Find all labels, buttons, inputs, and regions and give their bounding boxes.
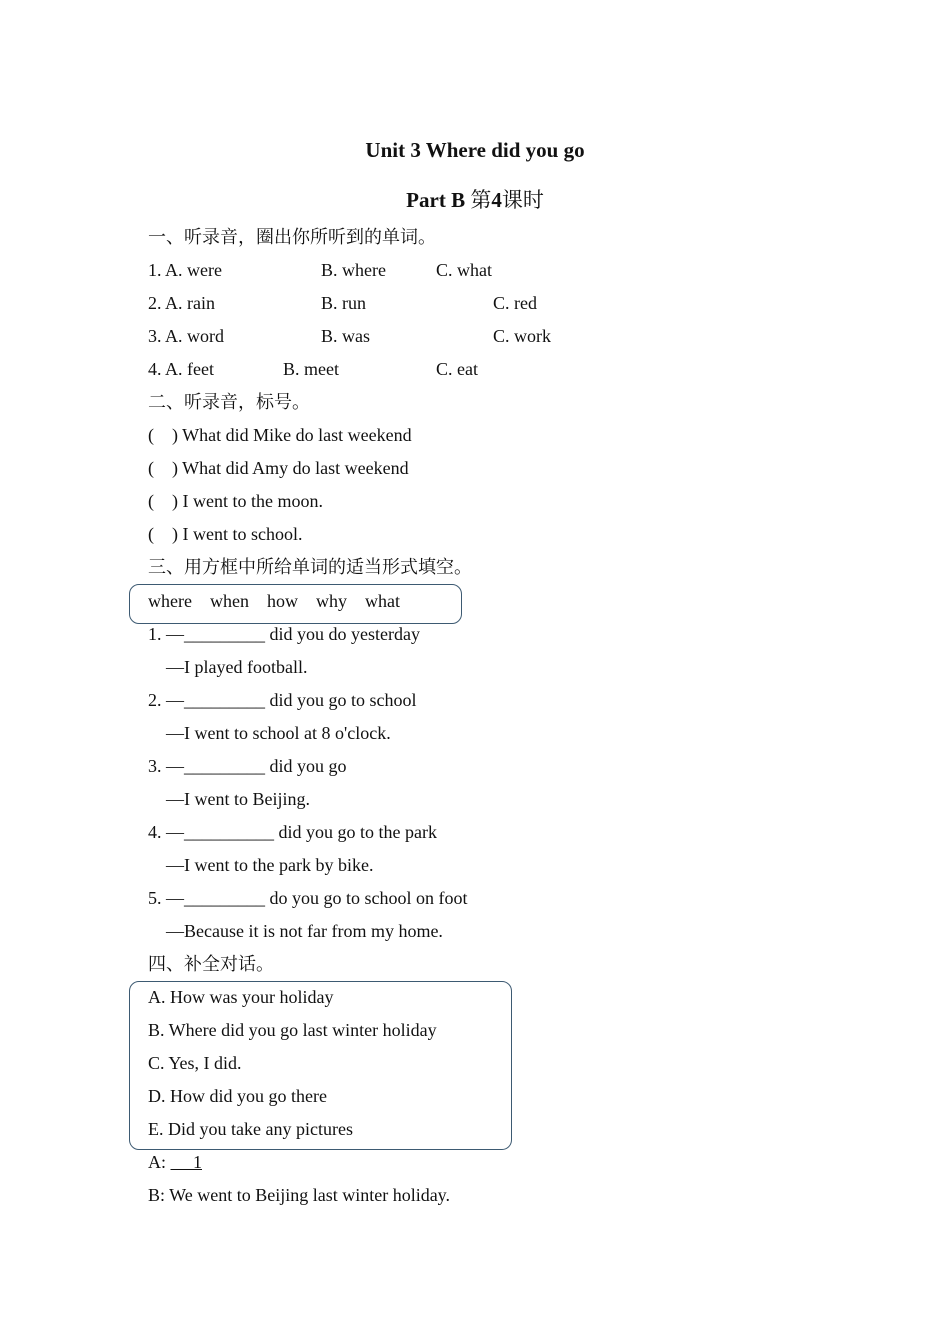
- s4-option-a: A. How was your holiday: [148, 987, 334, 1007]
- s1-item2-a: 2. A. rain: [148, 293, 215, 313]
- subtitle-part: Part B: [406, 188, 466, 212]
- subtitle-zh2: 课时: [501, 188, 544, 212]
- s1-item3-c: C. work: [493, 326, 551, 346]
- s3-a4: —I went to the park by bike.: [166, 855, 374, 875]
- s1-item4-a: 4. A. feet: [148, 359, 214, 379]
- s3-a3: —I went to Beijing.: [166, 789, 310, 809]
- s4-option-b: B. Where did you go last winter holiday: [148, 1020, 437, 1040]
- s1-item4-b: B. meet: [283, 359, 339, 379]
- word-box-words: where when how why what: [148, 591, 400, 611]
- s2-item4: ( ) I went to school.: [148, 524, 303, 544]
- dialog-line-b: B: We went to Beijing last winter holiday.: [148, 1185, 451, 1205]
- s1-item3-b: B. was: [321, 326, 370, 346]
- subtitle-num: 4: [491, 188, 502, 212]
- s1-item2-b: B. run: [321, 293, 366, 313]
- s3-q5: 5. —_________ do you go to school on foot: [148, 888, 468, 908]
- s4-option-e: E. Did you take any pictures: [148, 1119, 353, 1139]
- s4-option-d: D. How did you go there: [148, 1086, 327, 1106]
- s2-item2: ( ) What did Amy do last weekend: [148, 458, 409, 478]
- s1-item3-a: 3. A. word: [148, 326, 224, 346]
- s2-item3: ( ) I went to the moon.: [148, 491, 323, 511]
- s1-item2-c: C. red: [493, 293, 537, 313]
- s1-item1-b: B. where: [321, 260, 386, 280]
- s4-option-c: C. Yes, I did.: [148, 1053, 242, 1073]
- section2-heading: 二、听录音，标号。: [148, 392, 310, 412]
- s3-q1: 1. —_________ did you do yesterday: [148, 624, 420, 644]
- section1-heading: 一、听录音，圈出你所听到的单词。: [148, 227, 436, 247]
- page-title: Unit 3 Where did you go: [365, 138, 585, 162]
- section4-heading: 四、补全对话。: [148, 954, 274, 974]
- s2-item1: ( ) What did Mike do last weekend: [148, 425, 412, 445]
- s3-a5: —Because it is not far from my home.: [166, 921, 443, 941]
- s1-item1-a: 1. A. were: [148, 260, 222, 280]
- subtitle-zh1: 第: [470, 188, 492, 212]
- dialog-a-blank: 1: [170, 1152, 202, 1172]
- s3-a2: —I went to school at 8 o'clock.: [166, 723, 391, 743]
- s3-q4: 4. —__________ did you go to the park: [148, 822, 437, 842]
- section3-heading: 三、用方框中所给单词的适当形式填空。: [148, 557, 472, 577]
- s1-item4-c: C. eat: [436, 359, 478, 379]
- s3-q3: 3. —_________ did you go: [148, 756, 347, 776]
- s3-a1: —I played football.: [166, 657, 308, 677]
- s1-item1-c: C. what: [436, 260, 492, 280]
- page-subtitle: [0, 187, 950, 213]
- dialog-line-a: [148, 1151, 202, 1173]
- dialog-a-prefix: A:: [148, 1152, 171, 1172]
- s3-q2: 2. —_________ did you go to school: [148, 690, 417, 710]
